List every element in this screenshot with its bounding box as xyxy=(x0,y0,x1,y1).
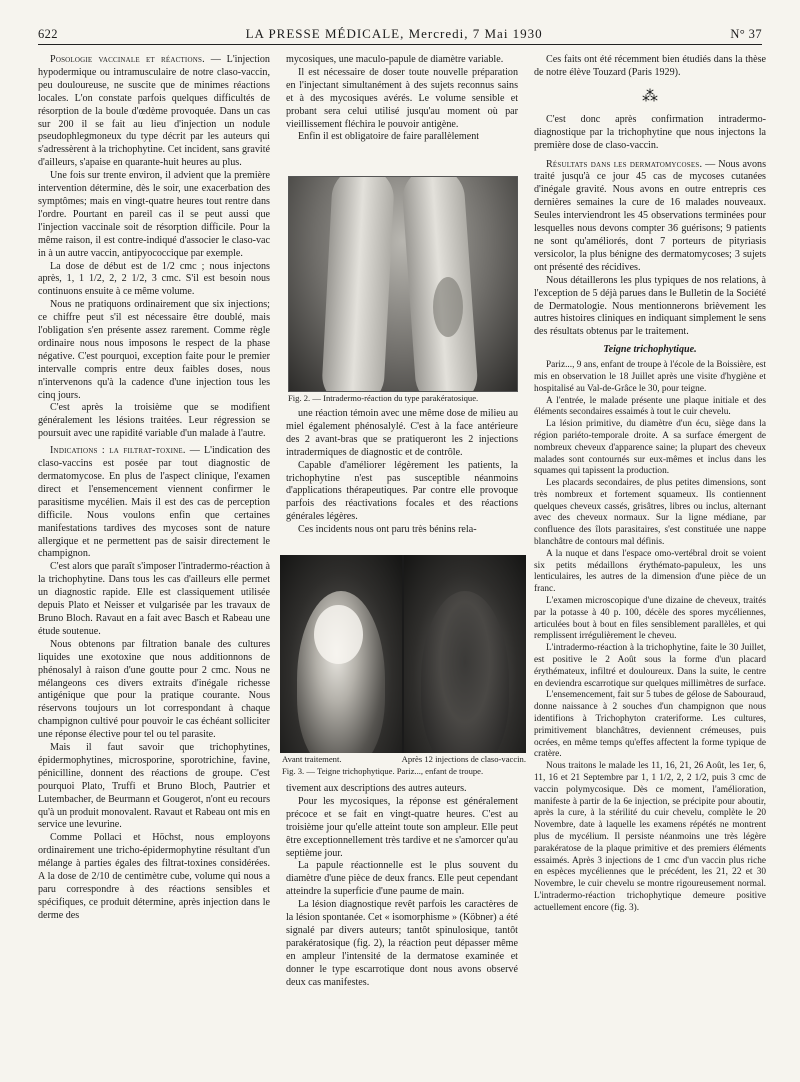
header-rule xyxy=(38,44,762,45)
forearm-left xyxy=(321,176,395,392)
paragraph: La lésion primitive, du diamètre d'un écu, siège dans la région pariéto-temporale droite. A sa surface émergent de nombreux cheveux d'apparence saine; la plupart des cheveux malades sont contournés sur eux-mêmes et inclus dans les squames qui tapissent la production. xyxy=(534,419,766,477)
case-report xyxy=(534,360,766,914)
paragraph: une réaction témoin avec une même dose de milieu au miel également phénosalylé. C'est à la face antérieure des 2 avant-bras que se pratiqueront les 2 injections intradermiques de diagnostic et de contrôle. xyxy=(286,408,518,458)
paragraph: L'ensemencement, fait sur 5 tubes de gélose de Sabouraud, donne naissance à 2 souches d'un champignon que nous identifions à Trichophyton crateriforme. Les cultures, primitivement blanchâtres, deviennent crémeuses, puis ocrées, en même temps qu'effes affectent la forme typique de cratère. xyxy=(534,690,766,760)
column-middle-bottom xyxy=(286,783,518,1065)
white-patch xyxy=(314,605,363,664)
page-header xyxy=(38,26,762,46)
paragraph: Nous obtenons par filtration banale des cultures liquides une exotoxine que nous additionnons de phénosalyl à raison d'une goutte pour 2 cmc. Nous ne mélangeons ces divers extraits d'inégale richesse antigénique que pour la pratique courante. Nous réservons toujours un lot correspondant à chaque champignon cultivé pour pouvoir le cas échéant solliciter une réponse élective pour tel ou tel parasite. xyxy=(38,638,270,741)
column-middle-mid xyxy=(286,408,518,548)
paragraph: Enfin il est obligatoire de faire parallèlement xyxy=(298,131,480,143)
paragraph: Indications : la filtrat-toxine. — L'indication des claso-vaccins est posée par tout diagnostic de dermatomycose. En plus de l'aspect clinique, l'examen direct et l'ensemencement viennent confirmer le parasitisme mycélien. Mais il est des cas de perception difficile. Nous voulons enfin que certaines manifestations tardives des mycoses sont de nature allergique et ne permettent pas de saisir directement le champignon. xyxy=(38,445,270,560)
section-runin: Posologie vaccinale et réactions. xyxy=(50,54,205,65)
column-left xyxy=(38,54,270,1064)
paragraph: Pour les mycosiques, la réponse est généralement précoce et se fait en vingt-quatre heures. C'est au troisième jour qu'elle atteint toute son ampleur. Elle peut être exceptionnellement très tardive et ne s'amorcer qu'au septième jour. xyxy=(286,795,518,859)
figure-3-photos xyxy=(280,555,526,753)
case-subheading: Teigne trichophytique. xyxy=(603,344,697,356)
paragraph: Ces faits ont été récemment bien étudiés dans la thèse de notre élève Touzard (Paris 1929). xyxy=(534,54,766,78)
issue-number: N° 37 xyxy=(730,27,762,41)
masthead: LA PRESSE MÉDICALE, Mercredi, 7 Mai 1930 xyxy=(245,26,543,41)
paragraph: Les placards secondaires, de plus petites dimensions, sont très nombreux et fortement squameux. Ils contiennent quelques cheveux cassés, grisâtres, libres ou inclus, alternant avec des cheveux normaux. Sur la ligne médiane, par confluence des îlots parasitaires, s'est constituée une nappe blanchâtre de contours mal définis. xyxy=(534,478,766,548)
paragraph: Résultats dans les dermatomycoses. — Nous avons traité jusqu'à ce jour 45 cas de mycoses cutanées d'inégale gravité. Nous avons en outre entrepris ces dernières semaines la cure de 16 malades nouveaux. Seules interviendront les 45 observations terminées pour lesquelles nous devons compter 36 guérisons; 9 patients ne sont qu'améliorés, dont 7 porteurs de pityriasis versicolor, la plus bénigne des dermatomycoses; 3 sujets ont présenté des récidives. xyxy=(534,158,766,273)
reaction-spot xyxy=(433,277,463,337)
paragraph: La papule réactionnelle est le plus souvent du diamètre d'une pièce de deux francs. Elle peut cependant atteindre la superficie d'une paume de main. xyxy=(286,860,518,898)
paragraph: tivement aux descriptions des autres auteurs. xyxy=(286,783,467,794)
label-before: Avant traitement. xyxy=(282,754,342,764)
paragraph: Mais il faut savoir que trichophytines, épidermophytines, microsporine, sporotrichine, favine, pénicilline, donnent des réactions de groupe. C'est pourquoi Plato, Truffi et Bruno Bloch, Pautrier et Lutembacher, de Beurmann et Gougerot, n'ont eu recours qu'à un produit monovalent. Ravaut et Rabeau ont mis en service une levurine. xyxy=(38,742,270,831)
paragraph: La lésion diagnostique revêt parfois les caractères de la lésion spontanée. Cet « isomorphisme » (Köbner) a été signalé par divers auteurs; tantôt spinulosique, tantôt parakératosique (fig. 2), la réaction peut dépasser même en ampleur l'intensité de la dermatose examinée et donner le type escarrotique dont nous avons observé deux cas manifestes. xyxy=(286,899,518,988)
paragraph: Ces incidents nous ont paru très bénins rela- xyxy=(298,524,477,536)
paragraph: Nous traitons le malade les 11, 16, 21, 26 Août, les 1er, 6, 11, 16 et 21 Septembre par 1, 1 1/2, 2, 2 1/2, puis 3 cmc de vaccin polymycosique. Dès ce moment, l'amélioration, manifeste à partir de la 6e injection, se précipite pour aboutir, après la cure, à la stérilité du cuir chevelu, complète le 20 Novembre, date à laquelle les examens répétés ne montrent plus de mycélium. Il persiste néanmoins une très légère parakératose de la plaque primitive et des premiers éléments essaimés. Après 3 injections de 1 cmc d'un vaccin plus riche en espèces mycéliennes que le précédent, les 21, 22 et 30 Novembre, le cuir chevelu se montre rigoureusement normal. L'intradermo-réaction trichophytique demeure positive actuellement encore (fig. 3). xyxy=(534,761,766,913)
column-middle-top xyxy=(286,54,518,172)
paragraph: La dose de début est de 1/2 cmc ; nous injectons après, 1, 1 1/2, 2, 2 1/2, 3 cmc. S'il est besoin nous continuons ensuite à ce même volume. xyxy=(38,260,270,298)
figure-3-labels xyxy=(282,754,526,764)
paragraph: A la nuque et dans l'espace omo-vertébral droit se voient six petits médaillons érythémato-papuleux, les uns lenticulaires, les autres de la dimension d'une pièce de un franc. xyxy=(534,548,766,595)
column-right xyxy=(534,54,766,1064)
paragraph: L'examen microscopique d'une dizaine de cheveux, traités par la potasse à 40 p. 100, décèle des spores mycéliennes, articulées bout à bout en files sensiblement parallèles, et qui remplissent irrégulièrement le cheveu. xyxy=(534,596,766,642)
photo-before-treatment xyxy=(280,555,402,753)
paragraph: Comme Pollaci et Höchst, nous employons ordinairement une tricho-épidermophytine résultant d'un mélange à parties égales des filtrat-toxines considérées. A la dose de 2/10 de centimètre cube, volume qui nous a paru correspondre à des réactions sensibles et spécifiques, ce produit détermine, après injection dans le derme des xyxy=(38,832,270,921)
paragraph: Pariz..., 9 ans, enfant de troupe à l'école de la Boissière, est mis en observation le 18 Juillet après une visite d'hygiène et hospitalisé au Val-de-Grâce le 30, pour teigne. xyxy=(534,360,766,394)
asterism: ⁂ xyxy=(642,87,658,105)
figure-3-caption: Fig. 3. — Teigne trichophytique. Pariz..., enfant de troupe. xyxy=(282,766,484,776)
paragraph: Posologie vaccinale et réactions. — L'injection hypodermique ou intramusculaire de notre claso-vaccin, peu douloureuse, ne suscite que de minimes réactions locales. L'on constate parfois quelques difficultés de résorption de la boule d'œdème provoquée. Dans un cas sur 200 il se fait au lieu d'injection un nodule pseudophlegmoneux du type décrit par les auteurs qui s'adressèrent à la trichophytine. Cet incident, sans gravité d'ailleurs, s'apaise en quarante-huit heures au plus. xyxy=(38,54,270,169)
paragraph: L'intradermo-réaction à la trichophytine, faite le 30 Juillet, est positive le 2 Août sous la forme d'un placard érythémateux, infiltré et douloureux. Dans la suite, le centre en deviendra escarrotique sur quelques millimètres de surface. xyxy=(534,643,766,689)
figure-2-photo xyxy=(288,176,518,392)
paragraph: Nous détaillerons les plus typiques de nos relations, à l'exception de 5 déjà parues dans le Bulletin de la Société de Dermatologie. Nous mentionnerons brièvement les autres histoires cliniques en indiquant simplement le sens des résultats obtenus par le traitement. xyxy=(534,274,766,338)
paragraph: C'est donc après confirmation intradermo-diagnostique par la trichophytine que nous injectons la première dose de claso-vaccin. xyxy=(534,113,766,151)
paragraph: Une fois sur trente environ, il advient que la première intervention détermine, dès le soir, une exacerbation des symptômes; mais en vingt-quatre heures tout rentre dans l'ordre. Pourtant en pareil cas il se peut aussi que l'injection vaccinale soit de résorption difficile. Pour la même raison, il est contre-indiqué d'associer le claso-vac in à un autre vaccin, antipyococcique par exemple. xyxy=(38,170,270,259)
section-runin: Résultats dans les dermatomycoses. xyxy=(546,158,703,170)
paragraph: mycosiques, une maculo-papule de diamètre variable. xyxy=(286,54,504,65)
paragraph: A l'entrée, le malade présente une plaque initiale et des éléments secondaires essaimés à tout le cuir chevelu. xyxy=(534,395,766,418)
scalp-after xyxy=(421,591,509,753)
paragraph: Capable d'améliorer légèrement les patients, la trichophytine n'est pas susceptible néanmoins d'applications thérapeutiques. Par contre elle provoque parfois des réactivations focales et des réactions générales légères. xyxy=(286,459,518,523)
paragraph: Il est nécessaire de doser toute nouvelle préparation en l'injectant simultanément à des sujets reconnus sains et à des mycosiques avérés. Le volume sensible et probant sera celui utilisé jusqu'au moment où par vieillissement fléchira le pouvoir antigène. xyxy=(286,66,518,130)
page-number: 622 xyxy=(38,27,58,41)
section-runin: Indications : la filtrat-toxine. xyxy=(50,445,186,457)
figure-2-caption: Fig. 2. — Intradermo-réaction du type parakératosique. xyxy=(288,393,479,403)
paragraph: C'est après la troisième que se modifient généralement les lésions traitées. Leur régression se poursuit avec une rapidité variable d'un malade à l'autre. xyxy=(38,402,270,440)
label-after: Après 12 injections de claso-vaccin. xyxy=(401,754,526,764)
paragraph: Nous ne pratiquons ordinairement que six injections; ce chiffre peut s'il est nécessaire être doublé, mais l'obligation s'en présente assez rarement. Comme règle ordinaire nous nous imposons le respect de la phase négative. C'est pourquoi, exception faite pour le premier intervalle compris entre deux faibles doses, nous n'intervenons qu'à la cadence d'une injection tous les cinq jours. xyxy=(38,299,270,401)
paragraph: C'est alors que paraît s'imposer l'intradermo-réaction à la trichophytine. Dans tous les cas d'ailleurs elle permet un diagnostic rapide. Elle est classiquement utilisée depuis Plato et Neisser et vulgarisée par les travaux de Bruno Bloch. Ravaut en a fait avec Basch et Rabeau une étude soutenue. xyxy=(38,561,270,637)
photo-after-treatment xyxy=(404,555,526,753)
